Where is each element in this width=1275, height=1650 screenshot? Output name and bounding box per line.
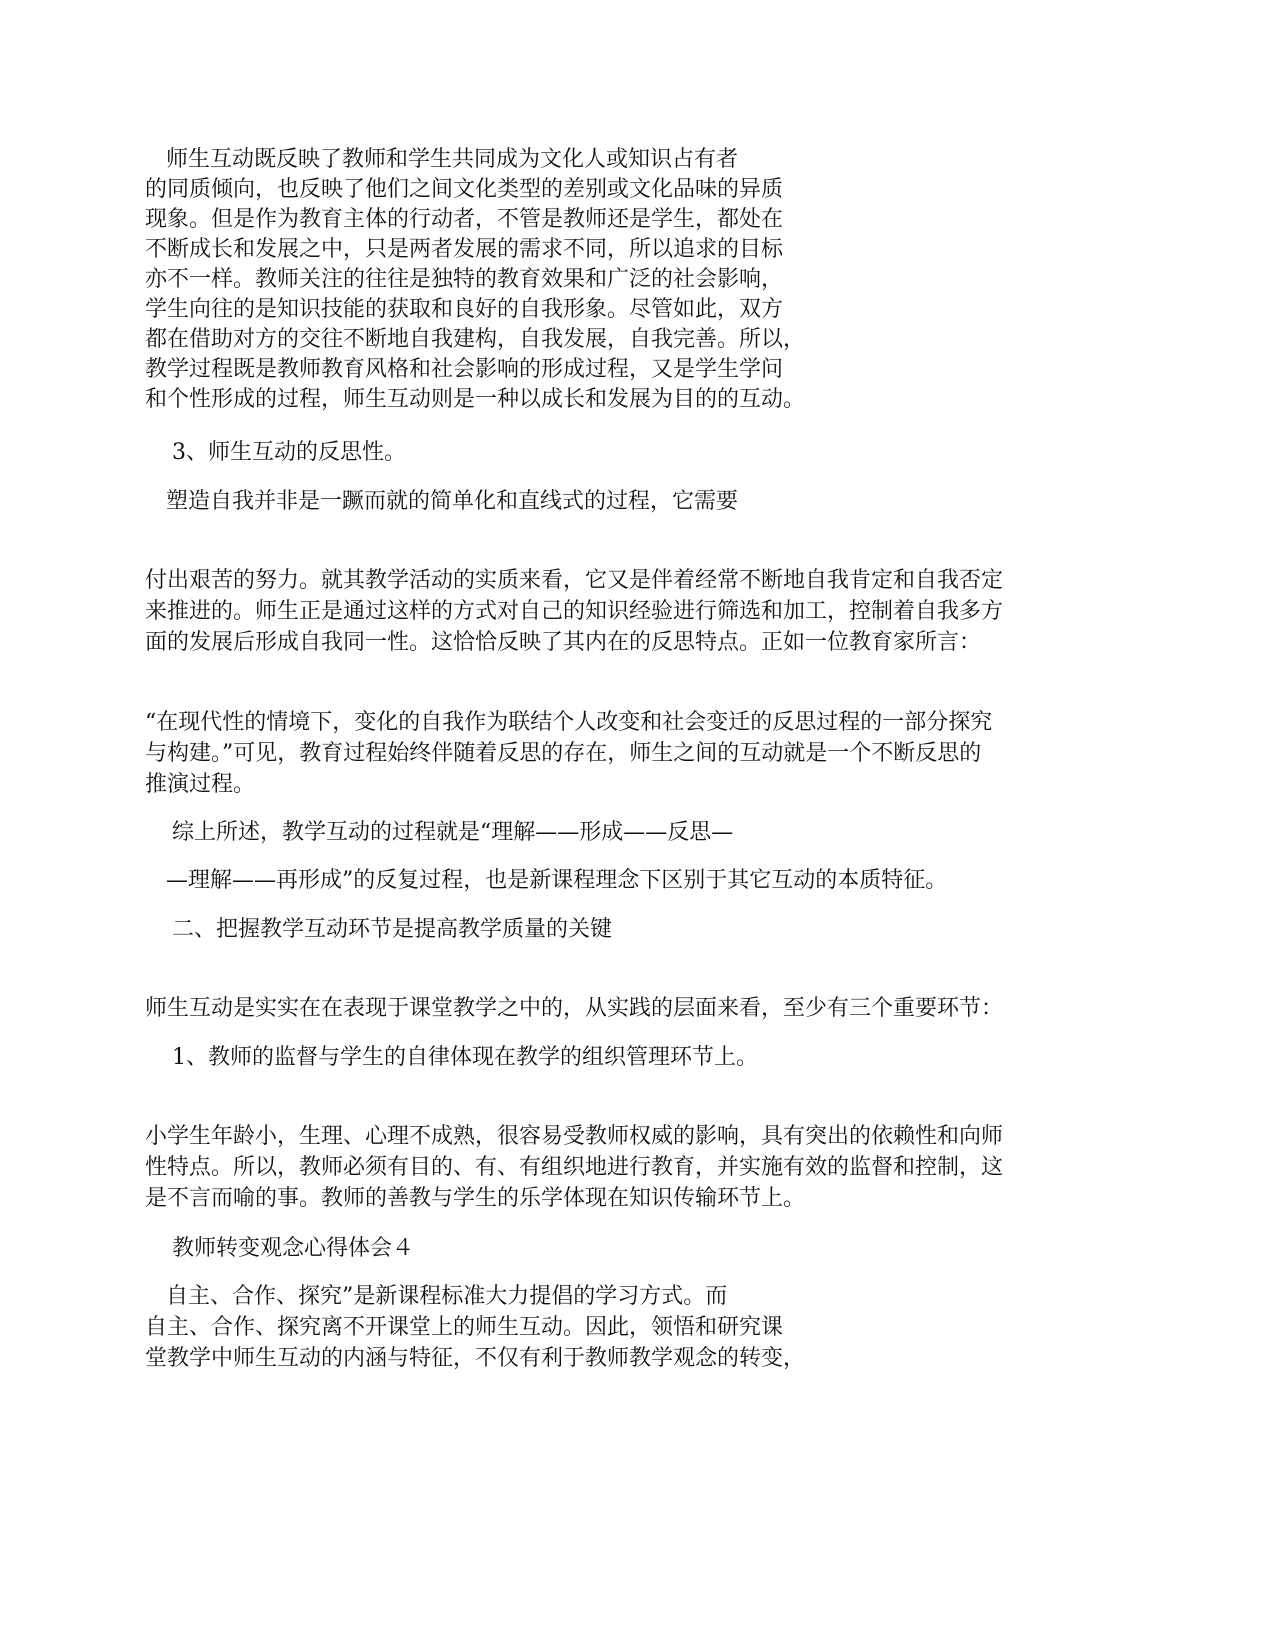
text-line: 与构建。”可见，教育过程始终伴随着反思的存在，师生之间的互动就是一个不断反思的 xyxy=(145,741,982,766)
text-line: 都在借助对方的交往不断地自我建构，自我发展，自我完善。所以， xyxy=(145,327,806,352)
text-line: 亦不一样。教师关注的往往是独特的教育效果和广泛的社会影响， xyxy=(145,267,784,292)
section-heading: 二、把握教学互动环节是提高教学质量的关键 xyxy=(172,917,613,942)
text-line: 学生向往的是知识技能的获取和良好的自我形象。尽管如此，双方 xyxy=(145,297,784,322)
text-line: 面的发展后形成自我同一性。这恰恰反映了其内在的反思特点。正如一位教育家所言： xyxy=(145,630,982,655)
section-title: 教师转变观念心得体会４ xyxy=(172,1236,415,1261)
text-line: 教学过程既是教师教育风格和社会影响的形成过程，又是学生学问 xyxy=(145,357,784,382)
list-item: 1、教师的监督与学生的自律体现在教学的组织管理环节上。 xyxy=(172,1045,758,1070)
text-line: 的同质倾向，也反映了他们之间文化类型的差别或文化品味的异质 xyxy=(145,177,784,202)
text-line: 和个性形成的过程，师生互动则是一种以成长和发展为目的的互动。 xyxy=(145,387,806,412)
text-line: 来推进的。师生正是通过这样的方式对自己的知识经验进行筛选和加工，控制着自我多方 xyxy=(145,599,1004,624)
text-line: 自主、合作、探究”是新课程标准大力提倡的学习方式。而 xyxy=(166,1284,728,1309)
sub-heading: 3、师生互动的反思性。 xyxy=(172,440,406,465)
text-line: 是不言而喻的事。教师的善教与学生的乐学体现在知识传输环节上。 xyxy=(145,1186,806,1211)
text-line: “在现代性的情境下，变化的自我作为联结个人改变和社会变迁的反思过程的一部分探究 xyxy=(145,710,993,735)
paragraph-line: 师生互动是实实在在表现于课堂教学之中的，从实践的层面来看，至少有三个重要环节： xyxy=(145,996,1004,1021)
text-line: 性特点。所以，教师必须有目的、有、有组织地进行教育，并实施有效的监督和控制，这 xyxy=(145,1155,1004,1180)
text-line: 师生互动既反映了教师和学生共同成为文化人或知识占有者 xyxy=(166,147,739,172)
text-line: 付出艰苦的努力。就其教学活动的实质来看，它又是伴着经常不断地自我肯定和自我否定 xyxy=(145,568,1004,593)
text-line: 自主、合作、探究离不开课堂上的师生互动。因此，领悟和研究课 xyxy=(145,1315,784,1340)
summary-line: 综上所述，教学互动的过程就是“理解——形成——反思— xyxy=(172,820,734,845)
text-line: 小学生年龄小，生理、心理不成熟，很容易受教师权威的影响，具有突出的依赖性和向师 xyxy=(145,1124,1004,1149)
text-line: 现象。但是作为教育主体的行动者，不管是教师还是学生，都处在 xyxy=(145,207,784,232)
text-line: 不断成长和发展之中，只是两者发展的需求不同，所以追求的目标 xyxy=(145,237,784,262)
text-line: 推演过程。 xyxy=(145,772,256,797)
text-line: 堂教学中师生互动的内涵与特征，不仅有利于教师教学观念的转变， xyxy=(145,1346,806,1371)
paragraph-line: 塑造自我并非是一蹶而就的简单化和直线式的过程，它需要 xyxy=(166,489,739,514)
summary-line: —理解——再形成”的反复过程，也是新课程理念下区别于其它互动的本质特征。 xyxy=(166,868,948,893)
